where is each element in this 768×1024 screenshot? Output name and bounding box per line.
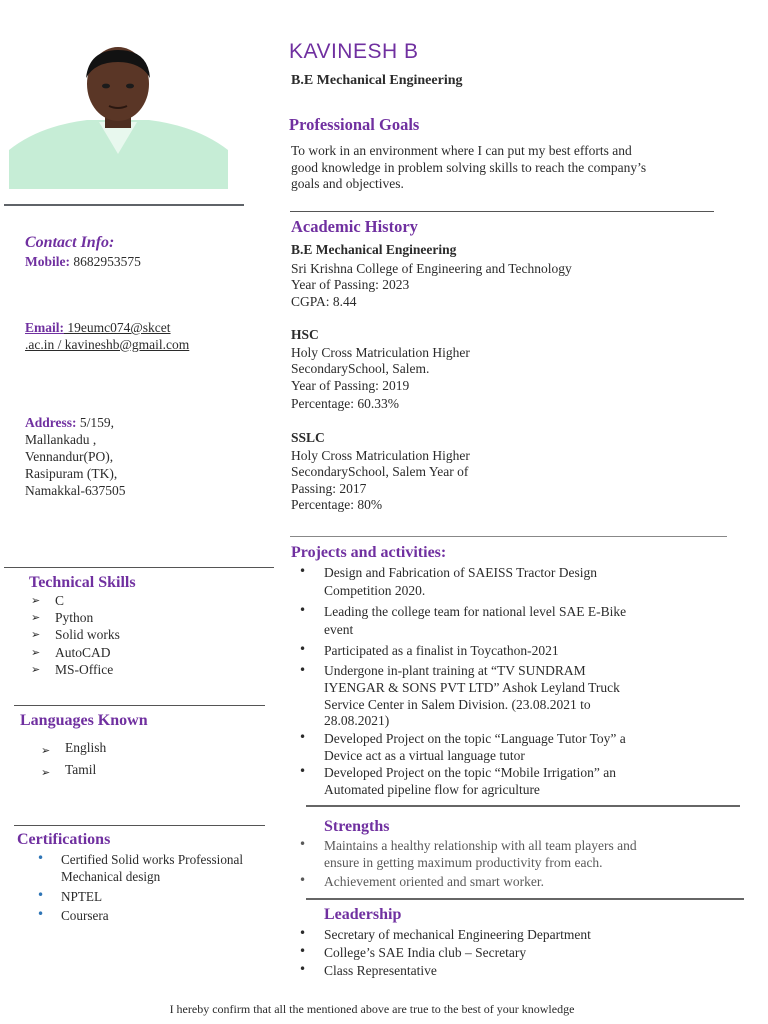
languages-known-title: Languages Known [20,712,148,729]
academic-line: Holy Cross Matriculation Higher [291,447,470,463]
address-label: Address: [25,415,77,430]
certifications-title: Certifications [17,831,111,848]
leadership-text: College’s SAE India club – Secretary [324,945,527,960]
academic-sslc [291,430,470,514]
skill-name: Solid works [55,627,120,643]
divider [290,211,714,212]
bullet-icon: • [299,837,307,851]
list-item [37,888,243,905]
person-photo-illustration [9,42,228,189]
arrow-bullet-icon: ➢ [41,744,51,757]
strengths-list [291,837,741,890]
bullet-icon: • [299,944,307,958]
list-item [31,644,120,661]
list-item [291,837,741,871]
declaration-footer: I hereby confirm that all the mentioned above are true to the best of your knowledge [169,1002,575,1016]
project-text: Device act as a virtual language tutor [324,748,525,764]
divider [14,825,265,826]
address-line: Vennandur(PO), [25,449,114,464]
strength-text: ensure in getting maximum productivity from each. [324,855,603,870]
bullet-icon: • [299,603,307,617]
address-line: Rasipuram (TK), [25,466,118,481]
project-text: IYENGAR & SONS PVT LTD” Ashok Leyland Truck [324,679,620,695]
leadership-list [291,926,741,980]
arrow-bullet-icon: ➢ [31,645,41,659]
divider [4,204,244,206]
project-text: event [324,622,354,637]
goals-line: To work in an environment where I can put my best efforts and [291,143,632,158]
contact-info-title: Contact Info: [25,234,115,251]
language-name: English [65,740,107,755]
academic-line: Passing: 2017 [291,480,367,496]
skill-name: AutoCAD [55,644,111,660]
strength-text: Maintains a healthy relationship with all team players and [324,838,637,853]
address-line: Namakkal-637505 [25,483,126,498]
project-text: Leading the college team for national level SAE E-Bike [324,604,627,619]
list-item [291,603,731,639]
academic-line: Sri Krishna College of Engineering and Technology [291,260,572,276]
contact-email [25,320,189,353]
address-line: 5/159, [76,415,115,430]
list-item [37,907,243,924]
bullet-icon: • [299,926,307,940]
divider [14,705,265,706]
divider [306,898,744,900]
email-link[interactable]: 19eumc074@skcet [64,320,171,335]
academic-history-title: Academic History [291,217,418,236]
mobile-label: Mobile: [25,254,70,269]
divider [4,567,274,568]
list-item [31,626,120,643]
certification-text: Certified Solid works Professional [61,852,244,867]
candidate-degree: B.E Mechanical Engineering [291,73,463,88]
list-item [31,592,120,609]
divider [290,536,727,537]
academic-line: Year of Passing: 2019 [291,377,410,393]
list-item [291,944,741,962]
certifications-list [37,851,243,926]
academic-line: SecondarySchool, Salem. [291,361,430,376]
list-item [291,642,731,660]
skill-name: C [55,593,65,608]
bullet-icon: • [299,873,307,887]
project-text: Service Center in Salem Division. (23.08.2021 to [324,696,591,712]
project-text: Developed Project on the topic “Language Tutor Toy” a [324,731,626,747]
certification-text: Mechanical design [61,869,161,884]
certification-text: NPTEL [61,889,103,904]
list-item [41,759,106,781]
leadership-text: Secretary of mechanical Engineering Department [324,927,591,942]
project-text: Undergone in-plant training at “TV SUNDRAM [324,663,586,678]
skill-name: Python [55,610,94,626]
project-text: Automated pipeline flow for agriculture [324,782,540,798]
bullet-icon: • [37,888,45,902]
list-item [291,926,741,944]
bullet-icon: • [299,962,307,976]
certification-text: Coursera [61,908,109,923]
list-item [31,609,120,626]
email-link[interactable]: .ac.in / kavineshb@gmail.com [25,336,190,352]
technical-skills-title: Technical Skills [29,574,136,591]
email-label: Email: [25,320,64,335]
academic-line: Percentage: 80% [291,497,383,512]
bullet-icon: • [299,730,307,745]
list-item [291,764,731,798]
list-item [291,730,731,764]
leadership-title: Leadership [324,906,402,923]
projects-list [291,564,731,798]
goals-line: goals and objectives. [291,176,404,191]
profile-photo [9,42,228,189]
list-item [291,564,731,600]
academic-line: Percentage: 60.33% [291,396,399,411]
project-text: Design and Fabrication of SAEISS Tractor Design [324,565,597,580]
arrow-bullet-icon: ➢ [31,611,41,625]
bullet-icon: • [299,663,307,677]
strengths-title: Strengths [324,818,390,835]
list-item [291,873,741,890]
mobile-number: 8682953575 [73,254,141,269]
goals-line: good knowledge in problem solving skills to reach the company’s [291,159,647,175]
skill-name: MS-Office [55,661,114,677]
bullet-icon: • [299,564,307,578]
professional-goals-text [291,143,731,193]
academic-hsc-heading: HSC [291,327,319,342]
leadership-text: Class Representative [324,963,437,978]
contact-mobile [25,254,141,271]
academic-line: Holy Cross Matriculation Higher [291,344,470,360]
arrow-bullet-icon: ➢ [41,766,51,779]
project-text: Developed Project on the topic “Mobile Irrigation” an [324,765,617,781]
divider [306,805,740,807]
languages-list [41,737,106,781]
project-text: 28.08.2021) [324,713,390,729]
academic-be [291,242,572,310]
list-item [291,663,731,730]
bullet-icon: • [37,851,45,865]
academic-sslc-heading: SSLC [291,430,325,445]
list-item [31,661,120,678]
candidate-name: KAVINESH B [289,40,419,63]
list-item [37,851,243,885]
professional-goals-title: Professional Goals [289,115,420,134]
contact-address [25,414,125,499]
academic-be-heading: B.E Mechanical Engineering [291,242,457,257]
strength-text: Achievement oriented and smart worker. [324,874,545,889]
project-text: Competition 2020. [324,583,426,598]
projects-title: Projects and activities: [291,544,447,561]
arrow-bullet-icon: ➢ [31,594,41,607]
academic-line: SecondarySchool, Salem Year of [291,464,469,479]
bullet-icon: • [299,764,307,779]
bullet-icon: • [299,642,307,656]
academic-line: Year of Passing: 2023 [291,277,410,292]
arrow-bullet-icon: ➢ [31,662,41,676]
academic-line: CGPA: 8.44 [291,293,357,309]
arrow-bullet-icon: ➢ [31,628,41,642]
technical-skills-list [31,592,120,678]
list-item [291,962,741,980]
bullet-icon: • [37,907,45,921]
project-text: Participated as a finalist in Toycathon-2021 [324,643,559,658]
address-line: Mallankadu , [25,432,97,447]
list-item [41,737,106,759]
language-name: Tamil [65,762,97,777]
academic-hsc [291,327,470,413]
